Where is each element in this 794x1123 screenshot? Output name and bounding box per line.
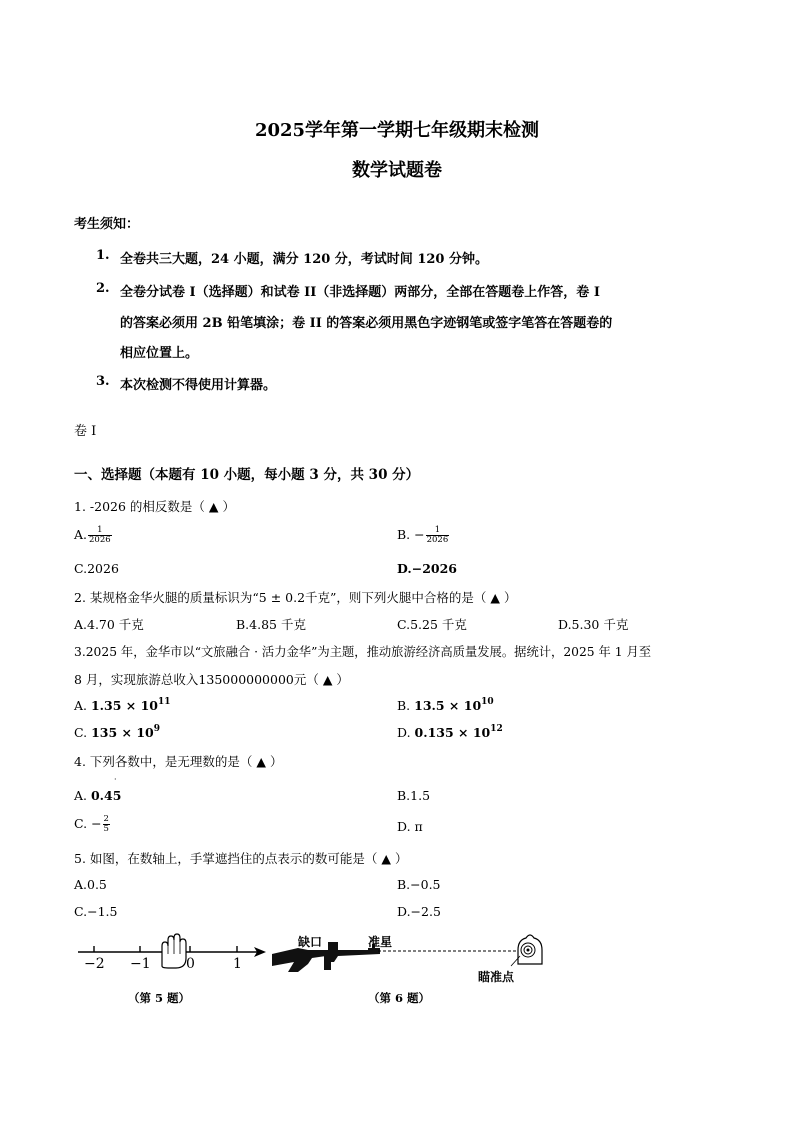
question-3-stem-line1: 3.2025 年，金华市以“文旅融合 · 活力金华”为主题，推动旅游经济高质量发展。据统计，2025 年 1 月至 (74, 645, 652, 659)
question-3-stem-line2: 8 月，实现旅游总收入135000000000元（ ▲ ） (74, 672, 349, 687)
tick-label: −1 (130, 956, 151, 972)
page-title: 2025学年第一学期七年级期末检测 (254, 120, 540, 141)
notice-item-text: 本次检测不得使用计算器。 (120, 378, 277, 393)
question-5-option-b: B.−0.5 (397, 877, 441, 892)
section-heading: 一、选择题（本题有 10 小题，每小题 3 分，共 30 分） (74, 467, 420, 483)
fraction: $\frac{1}{2026}$ (426, 525, 449, 545)
notch-label: 缺口 (298, 935, 323, 949)
question-2-stem: 2. 某规格金华火腿的质量标识为“5 ± 0.2千克”，则下列火腿中合格的是（ ▲ ） (74, 590, 517, 605)
repeating-decimal-dot: · (114, 775, 117, 784)
question-3-option-c: C. $135 \times 10^9$ (74, 724, 161, 740)
notice-heading: 考生须知： (74, 217, 140, 232)
question-5-option-d: D.−2.5 (397, 904, 441, 919)
tick-label: −2 (84, 956, 105, 972)
aim-point-label: 瞄准点 (478, 970, 515, 984)
figure-6-caption: （第 6 题） (368, 991, 431, 1005)
notice-item-text: 相应位置上。 (120, 346, 199, 361)
page-subtitle: 数学试题卷 (352, 160, 442, 181)
question-3-option-d: D. $0.135 \times 10^{12}$ (397, 724, 503, 740)
question-2-option-c: C.5.25 千克 (397, 617, 467, 632)
notice-item-number: 1. (96, 248, 110, 263)
notice-item-number: 3. (96, 374, 110, 389)
notice-item-text: 全卷分试卷 I（选择题）和试卷 II（非选择题）两部分，全部在答题卷上作答，卷 I (120, 285, 600, 300)
question-5-option-a: A.0.5 (74, 877, 107, 892)
question-4-option-b: B.1.5 (397, 788, 431, 803)
notice-item-text: 全卷共三大题，24 小题，满分 120 分，考试时间 120 分钟。 (120, 252, 488, 267)
hand-icon (162, 934, 186, 968)
fraction: $\frac{2}{5}$ (103, 814, 109, 834)
question-3-option-b: B. $13.5 \times 10^{10}$ (397, 697, 494, 713)
gun-icon (272, 942, 380, 972)
question-4-option-c: C. − $\frac{2}{5}$ (74, 814, 109, 834)
question-1-option-d: D.−2026 (397, 561, 458, 576)
target-icon (518, 935, 542, 964)
question-2-option-d: D.5.30 千克 (558, 617, 629, 632)
figure-5-caption: （第 5 题） (128, 991, 191, 1005)
notice-item-text: 的答案必须用 2B 铅笔填涂；卷 II 的答案必须用黑色字迹钢笔或签字笔答在答题卷的 (120, 316, 613, 331)
question-4-option-a: A. 0.45 (74, 788, 122, 803)
tick-label: 0 (186, 956, 195, 972)
part-label: 卷 I (74, 424, 97, 439)
question-1-option-c: C.2026 (74, 561, 119, 576)
question-5-option-c: C.−1.5 (74, 904, 118, 919)
question-1-option-a: A. $\frac{1}{2026}$ (74, 525, 111, 545)
question-3-option-a: A. $1.35 \times 10^{11}$ (74, 697, 171, 713)
fraction: $\frac{1}{2026}$ (89, 525, 111, 545)
question-2-option-b: B.4.85 千克 (236, 617, 306, 632)
question-4-option-d: D. π (397, 819, 423, 834)
question-5-stem: 5. 如图，在数轴上，手掌遮挡住的点表示的数可能是（ ▲ ） (74, 851, 408, 866)
front-sight-label: 准星 (368, 935, 393, 949)
number-line-figure (70, 928, 270, 980)
tick-label: 1 (233, 956, 242, 972)
question-1-option-b: B. − $\frac{1}{2026}$ (397, 525, 449, 545)
question-1-stem: 1. -2026 的相反数是（ ▲ ） (74, 499, 235, 514)
question-2-option-a: A.4.70 千克 (74, 617, 144, 632)
question-4-stem: 4. 下列各数中，是无理数的是（ ▲ ） (74, 754, 283, 769)
notice-item-number: 2. (96, 281, 110, 296)
